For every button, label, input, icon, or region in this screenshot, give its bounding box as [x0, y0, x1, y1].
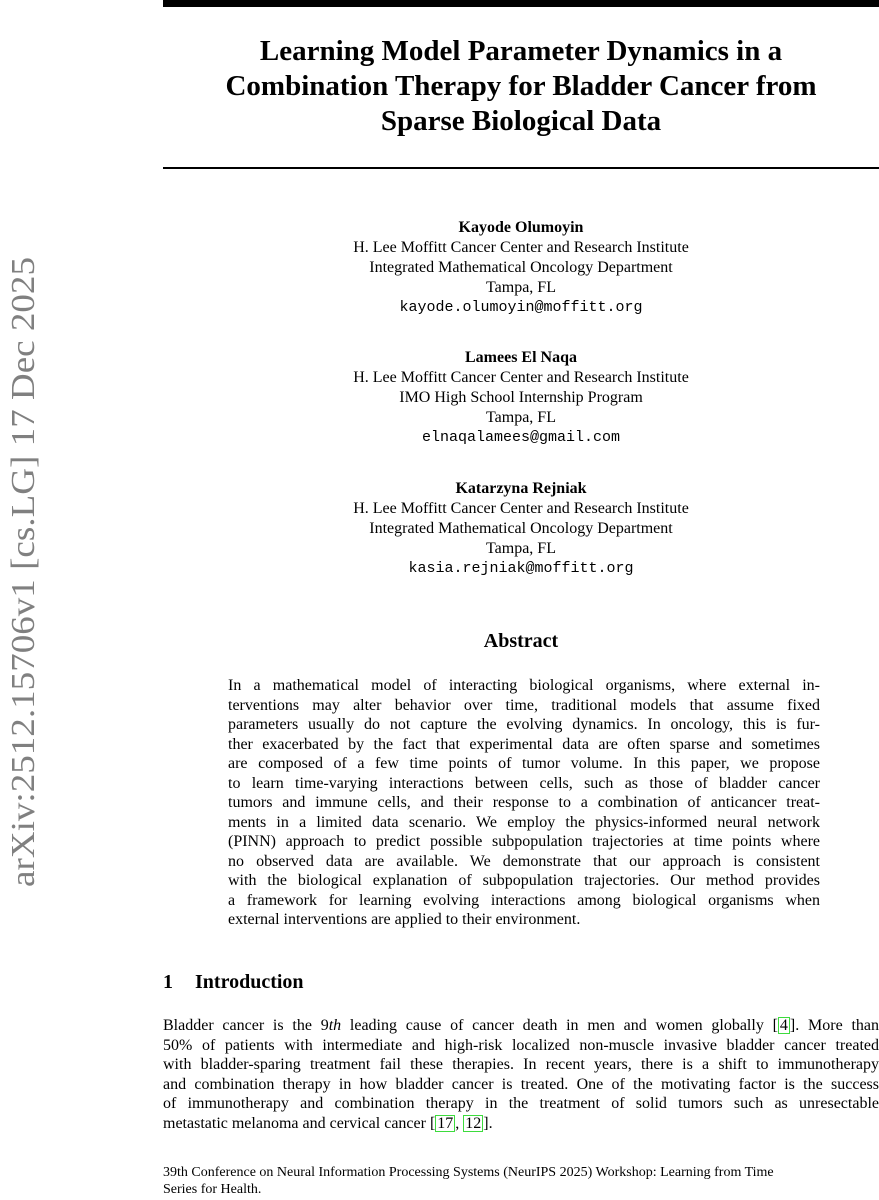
intro-text: metastatic melanoma and cervical cancer [ — [163, 1114, 436, 1132]
citation-link[interactable]: 4 — [779, 1017, 788, 1034]
author-block — [163, 479, 879, 579]
abstract-body — [228, 676, 820, 930]
author-name: Lamees El Naqa — [465, 349, 577, 366]
abstract-line: (PINN) approach to predict possible subpopulation trajectories at time points where — [228, 833, 820, 850]
intro-line: of immunotherapy and combination therapy in the treatment of solid tumors such as unresectable — [163, 1095, 879, 1112]
citation-separator: , — [455, 1114, 464, 1132]
abstract-line: ther exacerbated by the fact that experimental data are often sparse and sometimes — [228, 735, 820, 753]
author-name: Kayode Olumoyin — [458, 219, 584, 236]
footnote-line: 39th Conference on Neural Information Processing Systems (NeurIPS 2025) Workshop: Learning from Time — [163, 1165, 774, 1180]
intro-text: leading cause of cancer death in men and women globally [ — [341, 1017, 778, 1034]
author-block — [163, 218, 879, 318]
math-number: 9 — [320, 1017, 329, 1034]
math-ordinal — [321, 1017, 341, 1034]
section-heading-introduction — [163, 969, 304, 995]
abstract-line: ments in a limited data scenario. We employ the physics-informed neural network — [228, 813, 820, 831]
author-name: Katarzyna Rejniak — [455, 480, 587, 497]
author-location: Tampa, FL — [486, 279, 556, 296]
math-suffix: th — [328, 1017, 342, 1034]
intro-line: and combination therapy in how bladder cancer is treated. One of the motivating factor is the success — [163, 1075, 879, 1093]
intro-text: Bladder cancer is the — [163, 1017, 321, 1034]
citation-link[interactable]: 17 — [437, 1114, 454, 1132]
abstract-line: a framework for learning evolving interactions among biological organisms when — [228, 891, 820, 909]
section-number: 1 — [163, 971, 173, 993]
title-line: Sparse Biological Data — [380, 105, 662, 137]
intro-line — [163, 1114, 879, 1134]
arxiv-watermark — [0, 254, 44, 890]
paper-title — [163, 34, 879, 139]
introduction-body — [163, 1016, 879, 1133]
abstract-line: to learn time-varying interactions between cells, such as those of bladder cancer — [228, 774, 820, 792]
author-department: Integrated Mathematical Oncology Department — [369, 259, 673, 276]
author-email[interactable]: kasia.rejniak@moffitt.org — [408, 560, 634, 577]
intro-text: of patients with intermediate and high-risk localized non-muscle invasive bladder cancer treated — [192, 1036, 879, 1054]
abstract-line: no observed data are available. We demonstrate that our approach is consistent — [228, 852, 820, 870]
title-line: Combination Therapy for Bladder Cancer from — [225, 70, 817, 102]
conference-footnote — [163, 1164, 879, 1198]
abstract-line: parameters usually do not capture the evolving dynamics. In oncology, this is fur- — [228, 716, 820, 733]
author-location: Tampa, FL — [486, 540, 556, 557]
abstract-line: are composed of a few time points of tumor volume. In this paper, we propose — [228, 755, 820, 772]
intro-text: ]. More than — [789, 1017, 879, 1034]
intro-line: with bladder-sparing treatment fail these therapies. In recent years, there is a shift to immunotherapy — [163, 1056, 879, 1073]
author-email[interactable]: elnaqalamees@gmail.com — [421, 429, 621, 446]
abstract-line: external interventions are applied to their environment. — [228, 911, 581, 928]
title-line: Learning Model Parameter Dynamics in a — [259, 35, 783, 67]
abstract-line: terventions may alter behavior over time, traditional models that assume fixed — [228, 696, 820, 714]
title-top-rule — [163, 0, 879, 7]
abstract-line: with the biological explanation of subpopulation trajectories. Our method provides — [228, 872, 820, 889]
abstract-heading: Abstract — [483, 630, 559, 652]
author-department: IMO High School Internship Program — [399, 389, 643, 406]
title-bottom-rule — [163, 167, 879, 169]
math-percentage: 50% — [163, 1036, 193, 1054]
author-block — [163, 348, 879, 448]
abstract-line: tumors and immune cells, and their response to a combination of anticancer treat- — [228, 794, 820, 811]
arxiv-watermark-text: arXiv:2512.15706v1 [cs.LG] 17 Dec 2025 — [5, 309, 42, 887]
author-affiliation: H. Lee Moffitt Cancer Center and Research Institute — [353, 500, 689, 517]
intro-text: ]. — [483, 1114, 493, 1132]
author-affiliation: H. Lee Moffitt Cancer Center and Research Institute — [353, 369, 689, 386]
author-department: Integrated Mathematical Oncology Department — [369, 520, 673, 537]
section-title: Introduction — [195, 971, 304, 993]
author-affiliation: H. Lee Moffitt Cancer Center and Research Institute — [353, 239, 689, 256]
footnote-line: Series for Health. — [163, 1182, 262, 1197]
abstract-line: In a mathematical model of interacting biological organisms, where external in- — [228, 677, 820, 694]
author-email[interactable]: kayode.olumoyin@moffitt.org — [399, 299, 643, 316]
author-location: Tampa, FL — [486, 409, 556, 426]
intro-line — [163, 1036, 879, 1056]
citation-link[interactable]: 12 — [465, 1114, 482, 1132]
intro-line — [163, 1016, 879, 1036]
